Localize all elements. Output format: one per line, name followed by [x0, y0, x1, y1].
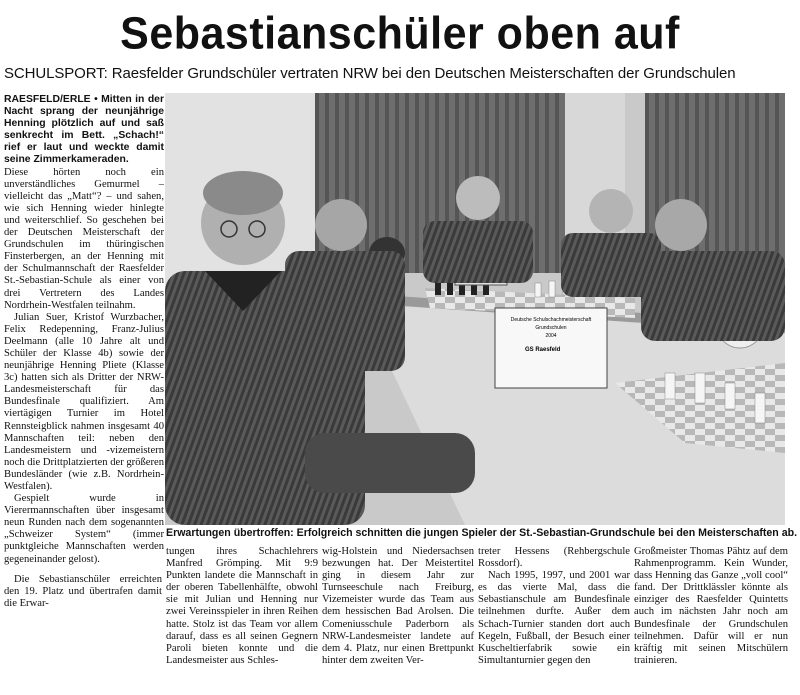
paragraph: Die Sebastianschüler erreichten den 19. Platz und übertrafen damit die Erwar-: [4, 574, 162, 610]
paragraph: Gespielt wurde in Vierermannschaften über insgesamt neun Runden nach dem sogenannten „Schweizer System“ (immer punktgleiche Mannschaften werden gegeneinander gelost).: [4, 493, 164, 565]
photo-caption: Erwartungen übertroffen: Erfolgreich schnitten die jungen Spieler der St.-Sebastian-Grundschule bei den Meisterschaften ab.: [166, 527, 798, 539]
article-headline: Sebastianschüler oben auf: [120, 8, 680, 60]
article-kicker: [4, 64, 800, 84]
paragraph: wig-Holstein und Niedersachsen bezwungen hat. Der Meistertitel ging in diesem Jahr zur Turnseeschule nach Freiburg, Vizemeister wurde das Team aus dem hessischen Bad Arolsen. Die Comeniusschule Paderborn als NRW-Landesmeister landete auf dem 4. Platz, nur einen Brettpunkt hinter dem zweiten Ver-: [322, 546, 474, 666]
left-text-column: [4, 94, 164, 574]
sign-line-1: Deutsche Schulschachmeisterschaft: [510, 317, 592, 323]
photo-illustration: [165, 93, 785, 525]
text-column-5: [634, 546, 788, 695]
sign-line-3: 2004: [545, 333, 557, 339]
article-lead: [4, 94, 164, 167]
kicker-keyword: SCHULSPORT:: [4, 65, 108, 82]
kicker-text: Raesfelder Grundschüler vertraten NRW bei den Deutschen Meisterschaften der Grundschulen: [111, 65, 736, 82]
sign-school: GS Raesfeld: [525, 347, 561, 353]
paragraph: treter Hessens (Rehbergschule Rossdorf).: [478, 546, 630, 570]
paragraph: Großmeister Thomas Pähtz auf dem Rahmenprogramm. Kein Wunder, dass Henning das Ganze „voll cool“ fand. Der Drittklässler könnte als einziger des Raesfelder Quintetts auch im nächsten Jahr noch am Bundesfinale der Grundschulen teilnehmen. Dafür will er nun kräftig mit seinen Mitschülern trainieren.: [634, 546, 788, 666]
text-column-1: [4, 574, 162, 695]
article-photo: [165, 93, 785, 525]
text-column-2: [166, 546, 318, 695]
paragraph: tungen ihres Schachlehrers Manfred Grömping. Mit 9:9 Punkten landete die Mannschaft in der oberen Tabellenhälfte, obwohl sie mit Julian und Henning nur zwei Vereinsspieler in ihren Reihen hatte. Stolz ist das Team vor allem darauf, dass es all seinen Gegnern Paroli bieten konnte und die Landesmeister aus Schles-: [166, 546, 318, 666]
sign-line-2: Grundschulen: [535, 325, 567, 331]
lead-text: • Mitten in der Nacht sprang der neunjährige Henning plötzlich auf und saß senkrecht im Bett. „Schach!“ rief er laut und weckte damit seine Zimmerkameraden.: [4, 94, 164, 166]
paragraph: Nach 1995, 1997, und 2001 war es das vierte Mal, dass die Sebastianschule am Bundesfinale teilnehmen durfte. Außer dem Schach-Turnier standen dort auch Kegeln, Fußball, der Besuch einer Kuscheltierfabrik sowie ein Simultanturnier gegen den: [478, 570, 630, 666]
paragraph: Julian Suer, Kristof Wurzbacher, Felix Redepenning, Franz-Julius Deelmann (alle 10 Jahre alt und Schüler der Klasse 4b) sowie der neunjährige Henning Pliete (Klasse 3c) hatten sich als Dritter der NRW-Landesmeisterschaft für das Bundesfinale qualifiziert. Am viertägigen Turnier im Hotel Rennsteigblick nahmen insgesamt 40 Mannschaften teil: neben den Landesmeistern und -vizemeistern noch die Drittplatzierten der größeren Bundesländer (wie z.B. Nordrhein-Westfalen).: [4, 311, 164, 492]
text-column-3: [322, 546, 474, 695]
paragraph: Diese hörten noch ein unverständliches Gemurmel – vielleicht das „Matt“? – und sahen, wie sich Henning wieder hinlegte und weiterschlief. So geschehen bei der Deutschen Meisterschaft der Grundschulen im thüringischen Finsterbergen, an der Henning mit der Schulmannschaft der Raesfelder St.-Sebastian-Schule als einer von drei Vertretern des Landes Nordrhein-Westfalen teilnahm.: [4, 166, 164, 311]
text-column-4: [478, 546, 630, 695]
dateline: RAESFELD/ERLE: [4, 94, 91, 105]
